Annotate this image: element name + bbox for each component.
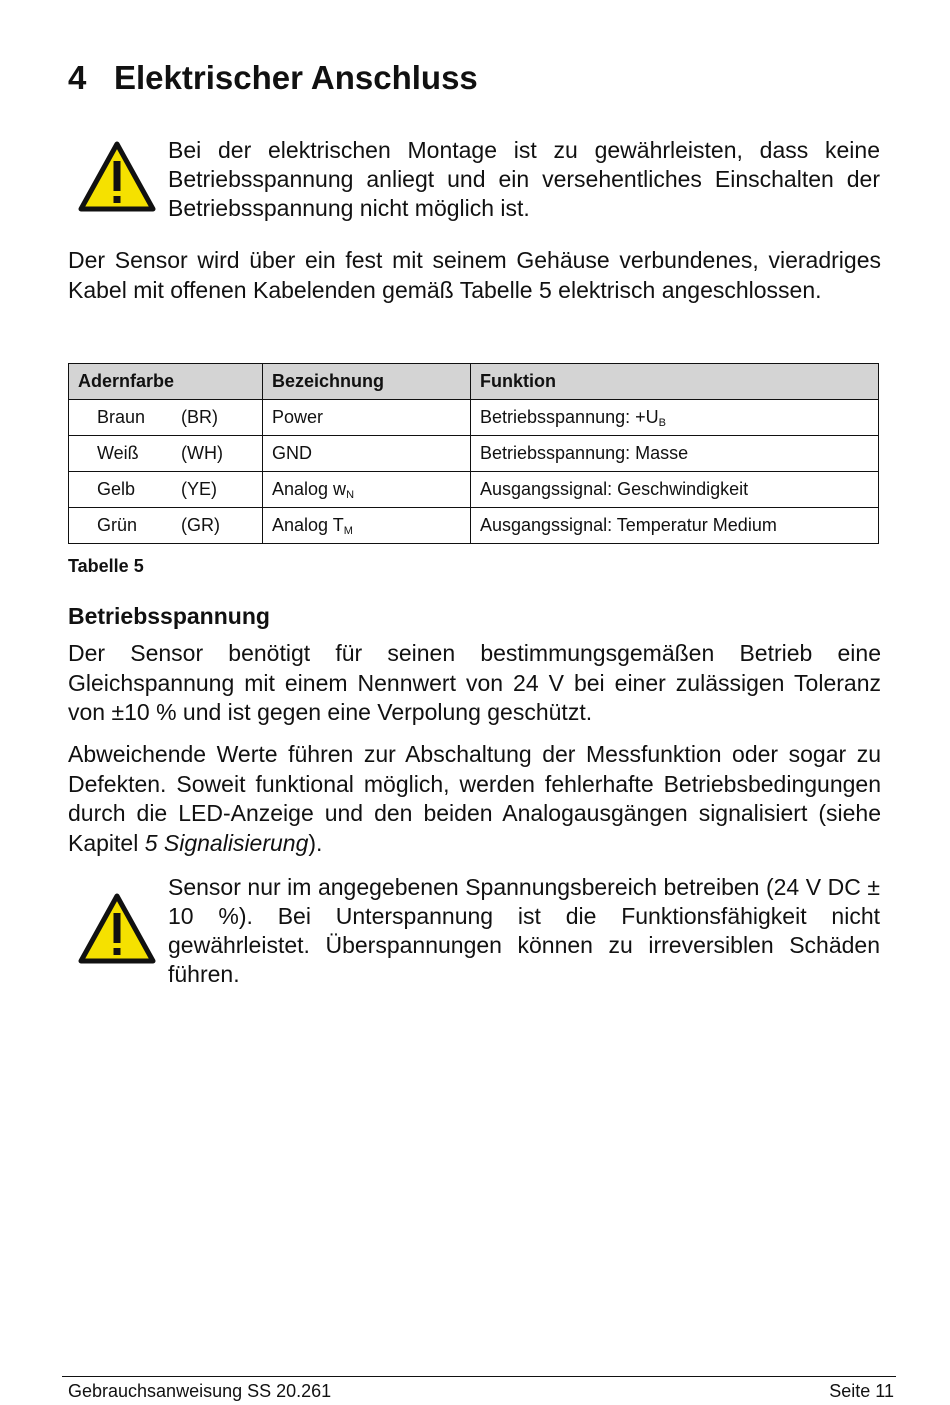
- table-row: [69, 472, 879, 508]
- warning-text: Sensor nur im angegebenen Spannungsbereich betreiben (24 V DC ± 10 %). Bei Unterspannung ist die Funktionsfähigkeit nicht gewährleistet. Überspannungen können zu irreversiblen Schäden führen.: [168, 874, 880, 987]
- column-header: Adernfarbe: [69, 364, 263, 400]
- warning-text: Bei der elektrischen Montage ist zu gewährleisten, dass keine Betriebsspannung anliegt und ein versehentliches Einschalten der Betriebsspannung nicht möglich ist.: [168, 137, 880, 221]
- signal-name-subscript: N: [346, 488, 355, 501]
- function-text: Betriebsspannung: +U: [480, 406, 659, 427]
- signal-name-cell: [263, 400, 471, 436]
- column-header: Bezeichnung: [263, 364, 471, 400]
- function-subscript: B: [658, 416, 666, 429]
- chapter-title: Elektrischer Anschluss: [114, 59, 478, 96]
- wire-color-cell: [69, 400, 263, 436]
- function-cell: [471, 400, 879, 436]
- function-text: Ausgangssignal: Geschwindigkeit: [480, 479, 749, 499]
- signal-name-cell: [263, 436, 471, 472]
- deviation-paragraph: [68, 740, 881, 858]
- footer-page-number: Seite 11: [829, 1381, 894, 1401]
- wire-color-code: (WH): [181, 443, 223, 463]
- wire-color-code: (BR): [181, 407, 218, 427]
- function-text: Betriebsspannung: Masse: [480, 443, 689, 463]
- deviation-text: Abweichende Werte führen zur Abschaltung der Messfunktion oder sogar zu Defekten. Soweit funktional möglich, werden fehlerhafte Betriebsbedingungen durch die LED-Anzeige und den beiden Analogausgängen signalisiert (siehe Kapitel: [68, 741, 881, 856]
- table-row: [69, 400, 879, 436]
- warning-notice-assembly: [68, 136, 880, 226]
- intro-paragraph: Der Sensor wird über ein fest mit seinem Gehäuse verbundenes, vieradriges Kabel mit offenen Kabelenden gemäß Tabelle 5 elektrisch angeschlossen.: [68, 247, 881, 303]
- section-heading: Betriebsspannung: [68, 603, 270, 629]
- signal-name-cell: [263, 472, 471, 508]
- function-text: Ausgangssignal: Temperatur Medium: [480, 515, 777, 535]
- page-title: [68, 56, 478, 100]
- wire-color-code: (YE): [181, 479, 217, 499]
- function-cell: [471, 472, 879, 508]
- table-row: [69, 436, 879, 472]
- voltage-paragraph: Der Sensor benötigt für seinen bestimmungsgemäßen Betrieb eine Gleichspannung mit einem Nennwert von 24 V bei einer zulässigen Toleranz von ±10 % und ist gegen eine Verpolung geschützt.: [68, 640, 881, 725]
- wire-color-name: Braun: [97, 407, 146, 427]
- wire-color-code: (GR): [181, 515, 220, 535]
- signal-name: Power: [272, 407, 324, 427]
- signal-name: GND: [272, 443, 312, 463]
- wire-color-cell: [69, 508, 263, 544]
- footer-divider: [62, 1376, 896, 1377]
- chapter-number: 4: [68, 59, 87, 96]
- table-header-row: [69, 364, 879, 400]
- table-caption: Tabelle 5: [68, 556, 144, 576]
- wire-color-cell: [69, 436, 263, 472]
- warning-notice-voltage: [68, 873, 880, 993]
- wiring-table: [68, 363, 879, 544]
- column-header: Funktion: [471, 364, 879, 400]
- signal-name-cell: [263, 508, 471, 544]
- wire-color-name: Grün: [97, 515, 138, 535]
- function-cell: [471, 508, 879, 544]
- signal-name-subscript: M: [343, 524, 353, 537]
- signal-name: Analog w: [272, 478, 347, 499]
- footer-document-title: Gebrauchsanweisung SS 20.261: [68, 1381, 332, 1401]
- deviation-text-end: ).: [308, 829, 323, 856]
- table-row: [69, 508, 879, 544]
- chapter-reference: 5 Signalisierung: [144, 829, 309, 856]
- signal-name: Analog T: [272, 514, 344, 535]
- warning-triangle-icon: [78, 893, 156, 965]
- wire-color-name: Gelb: [97, 479, 136, 499]
- function-cell: [471, 436, 879, 472]
- warning-triangle-icon: [78, 141, 156, 213]
- wire-color-name: Weiß: [97, 443, 139, 463]
- wire-color-cell: [69, 472, 263, 508]
